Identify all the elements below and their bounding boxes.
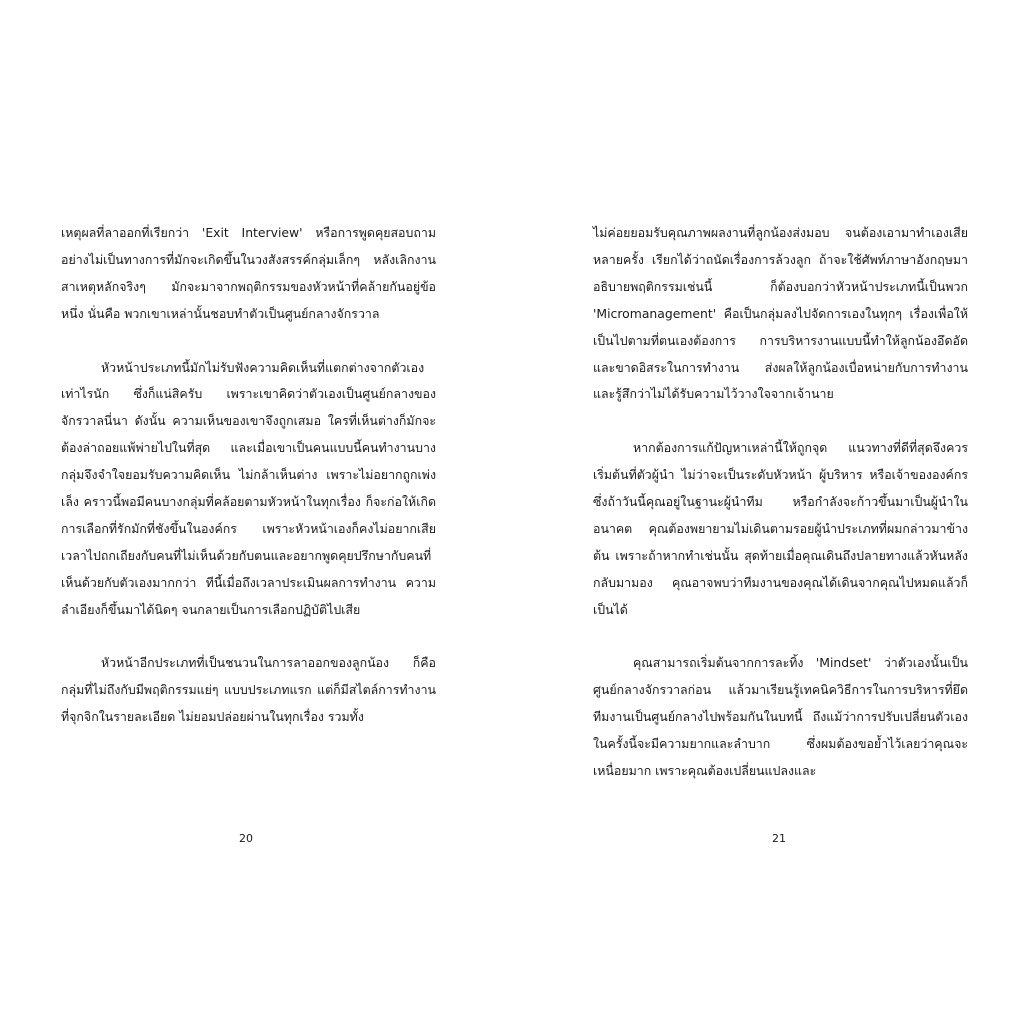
left-page-text — [61, 220, 436, 731]
paragraph: เหตุผลที่ลาออกที่เรียกว่า 'Exit Interview' หรือการพูดคุยสอบถามอย่างไม่เป็นทางการที่มักจะเกิดขึ้นในวงสังสรรค์กลุ่มเล็กๆ หลังเลิกงาน สาเหตุหลักจริงๆ มักจะมาจากพฤติกรรมของหัวหน้าที่คล้ายกันอยู่ข้อหนึ่ง นั่นคือ พวกเขาเหล่านั้นชอบทำตัวเป็นศูนย์กลางจักรวาล — [61, 225, 436, 321]
page-number: 20 — [239, 832, 253, 845]
paragraph: หัวหน้าประเภทนี้มักไม่รับฟังความคิดเห็นที่แตกต่างจากตัวเองเท่าไรนัก ซึ่งก็แน่สิครับ เพราะเขาคิดว่าตัวเองเป็นศูนย์กลางของจักรวาลนี่นา ดังนั้น ความเห็นของเขาจึงถูกเสมอ ใครที่เห็นต่างก็มักจะต้องล่าถอยแพ้พ่ายไปในที่สุด และเมื่อเขาเป็นคนแบบนี้คนทำงานบางกลุ่มจึงจำใจยอมรับความคิดเห็น ไม่กล้าเห็นต่าง เพราะไม่อยากถูกเพ่งเล็ง คราวนี้พอมีคนบางกลุ่มที่คล้อยตามหัวหน้าในทุกเรื่อง ก็จะก่อให้เกิดการเลือกที่รักมักที่ชังขึ้นในองค์กร เพราะหัวหน้าเองก็คงไม่อยากเสียเวลาไปถกเถียงกับคนที่ไม่เห็นด้วยกับตนและอยากพูดคุยปรึกษากับคนที่เห็นด้วยกับตัวเองมากกว่า ทีนี้เมื่อถึงเวลาประเมินผลการทำงาน ความลำเอียงก็ขึ้นมาได้นิดๆ จนกลายเป็นการเลือกปฏิบัติไปเสีย — [61, 359, 436, 617]
paragraph: หากต้องการแก้ปัญหาเหล่านี้ให้ถูกจุด แนวทางที่ดีที่สุดจึงควรเริ่มต้นที่ตัวผู้นำ ไม่ว่าจะเป็นระดับหัวหน้า ผู้บริหาร หรือเจ้าขององค์กร ซึ่งถ้าวันนี้คุณอยู่ในฐานะผู้นำทีม หรือกำลังจะก้าวขึ้นมาเป็นผู้นำในอนาคต คุณต้องพยายามไม่เดินตามรอยผู้นำประเภทที่ผมกล่าวมาข้างต้น เพราะถ้าหากทำเช่นนั้น สุดท้ายเมื่อคุณเดินถึงปลายทางแล้วหันหลังกลับมามอง คุณอาจพบว่าทีมงานของคุณได้เดินจากคุณไปหมดแล้วก็เป็นได้ — [593, 440, 968, 617]
paragraph: หัวหน้าอีกประเภทที่เป็นชนวนในการลาออกของลูกน้อง ก็คือกลุ่มที่ไม่ถึงกับมีพฤติกรรมแย่ๆ แบบประเภทแรก แต่ก็มีสไตล์การทำงานที่จุกจิกในรายละเอียด ไม่ยอมปล่อยผ่านในทุกเรื่อง รวมทั้ง — [61, 655, 436, 725]
paragraph: คุณสามารถเริ่มต้นจากการละทิ้ง 'Mindset' ว่าตัวเองนั้นเป็นศูนย์กลางจักรวาลก่อน แล้วมาเรียนรู้เทคนิควิธีการในการบริหารที่ยึดทีมงานเป็นศูนย์กลางไปพร้อมกันในบทนี้ ถึงแม้ว่าการปรับเปลี่ยนตัวเองในครั้งนี้จะมีความยากและลำบาก ซึ่งผมต้องขอย้ำไว้เลยว่าคุณจะเหนื่อยมาก เพราะคุณต้องเปลี่ยนแปลงและ — [593, 655, 968, 779]
page-number: 21 — [772, 832, 786, 845]
right-page-text — [593, 220, 968, 785]
right-page — [512, 0, 1024, 1024]
paragraph: ไม่ค่อยยอมรับคุณภาพผลงานที่ลูกน้องส่งมอบ จนต้องเอามาทำเองเสียหลายครั้ง เรียกได้ว่าถนัดเรื่องการล้วงลูก ถ้าจะใช้ศัพท์ภาษาอังกฤษมาอธิบายพฤติกรรมเช่นนี้ ก็ต้องบอกว่าหัวหน้าประเภทนี้เป็นพวก 'Micromanagement' คือเป็นกลุ่มลงไปจัดการเองในทุกๆ เรื่องเพื่อให้เป็นไปตามที่ตนเองต้องการ การบริหารงานแบบนี้ทำให้ลูกน้องอึดอัดและขาดอิสระในการทำงาน ส่งผลให้ลูกน้องเบื่อหน่ายกับการทำงาน และรู้สึกว่าไม่ได้รับความไว้วางใจจากเจ้านาย — [593, 225, 968, 402]
